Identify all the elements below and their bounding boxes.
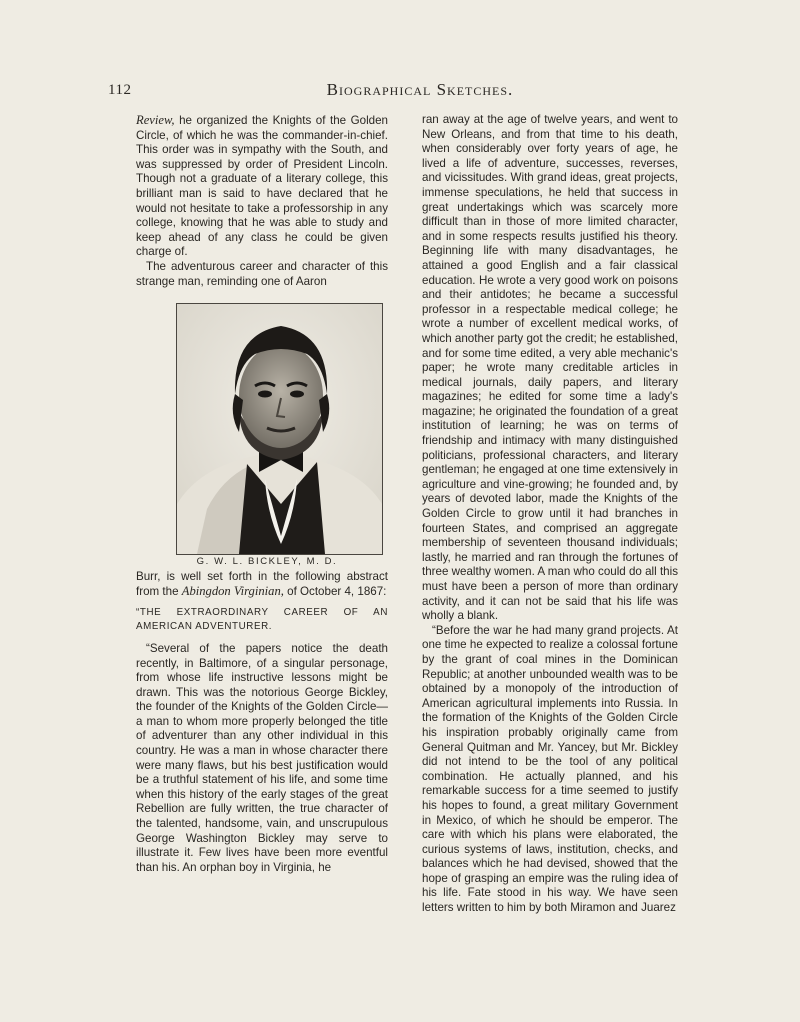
paragraph: The adventurous career and character of this strange man, reminding one of Aaron: [136, 259, 388, 288]
paragraph: ran away at the age of twelve years, and went to New Orleans, and from that time to his death, when considerably over forty years of age, he lived a life of adventure, successes, reverses, and vicissitudes. With grand ideas, great projects, immense speculations, he held that success in great undertakings which was scarcely more difficult than in those of more limited character, and in some respects results justified his theory. Beginning life with many disadvantages, he attained a good English and a fair classical education. He wrote a very good work on poisons and their antidotes; he became a successful professor in a respectable medical college; he wrote a number of excellent medical works, of which another party got the credit; he established, and for some time edited, a very able mechanic's paper; he wrote many creditable articles in medical journals, daily papers, and literary magazines; he edited for some time a lady's magazine; he originated the foundation of a great institution of learning; he was on terms of friendship and intimacy with many distinguished politicians, professional characters, and literary gentleman; he engaged at one time extensively in agriculture and vine-growing; he founded and, by years of devoted labor, made the Knights of the Golden Circle to grow until it had branches in fourteen States, and comprised an aggregate membership of seventeen thousand individuals; lastly, he married and ran through the fortunes of three wealthy women. A man who could do all this must have been a person of more than ordinary activity, and it can not be said that his life was wholly a blank.: [422, 113, 678, 623]
paragraph: [136, 113, 388, 260]
right-column: [422, 113, 678, 916]
paragraph-text: of October 4, 1867:: [283, 585, 387, 599]
portrait-drawing: [177, 304, 382, 554]
portrait-image: [176, 303, 383, 555]
paragraph: “Before the war he had many grand projects. At one time he expected to realize a colossal fortune by the grant of coal mines in the Dominican Republic; at another unbounded wealth was to be obtained by a monopoly of the introduction of American agricultural implements into Russia. In the formation of the Knights of the Golden Circle his inspiration probably originally came from General Quitman and Mr. Yancey, but Mr. Bickley did not intend to be the tool of any political combination. He actually planned, and his remarkable success for a time seemed to justify his hopes to found, a great military Government in Mexico, of which he should be emperor. The care with which his plans were elaborated, the curious systems of laws, institution, checks, and balances which he had devised, showed that the hope of grasping an empire was the ruling idea of his life. Fate stood in his way. We have seen letters written to him by both Miramon and Juarez: [422, 623, 678, 915]
portrait-caption: G. W. L. BICKLEY, M. D.: [196, 556, 338, 568]
running-head: Biographical Sketches.: [326, 80, 514, 99]
paragraph-text: Burr, is well set forth in the following abstract from the: [136, 569, 388, 599]
page-number: 112: [108, 82, 132, 98]
italic-title: Review,: [136, 113, 175, 127]
paragraph-text: he organized the Knights of the Golden Circle, of which he was the commander-in-chief. This order was in sympathy with the South, and was suppressed by order of President Lincoln. Though not a graduate of a literary college, this brilliant man is said to have declared that he would not hesitate to take a professorship in any college, knowing that he was able to study and keep ahead of any class he could be given charge of.: [136, 114, 388, 259]
paragraph: [136, 570, 388, 600]
section-subhead: “THE EXTRAORDINARY CAREER OF AN AMERICAN ADVENTURER.: [136, 606, 388, 632]
paragraph: “Several of the papers notice the death recently, in Baltimore, of a singular personage, from whose life instructive lessons might be drawn. This was the notorious George Bickley, the founder of the Knights of the Golden Circle—a man to whom more properly belonged the title of adventurer than any other individual in this country. He was a man in whose character there were many flaws, but his best justification would be a truthful statement of his life, and some time when this history of the early stages of the great Rebellion are fully written, the true character of the talented, handsome, vain, and unscrupulous George Washington Bickley may serve to illustrate it. Few lives have been more eventful than his. An orphan boy in Virginia, he: [136, 641, 388, 874]
italic-title: Abingdon Virginian,: [181, 584, 284, 599]
page-header: [0, 80, 800, 104]
left-column: [136, 113, 388, 875]
